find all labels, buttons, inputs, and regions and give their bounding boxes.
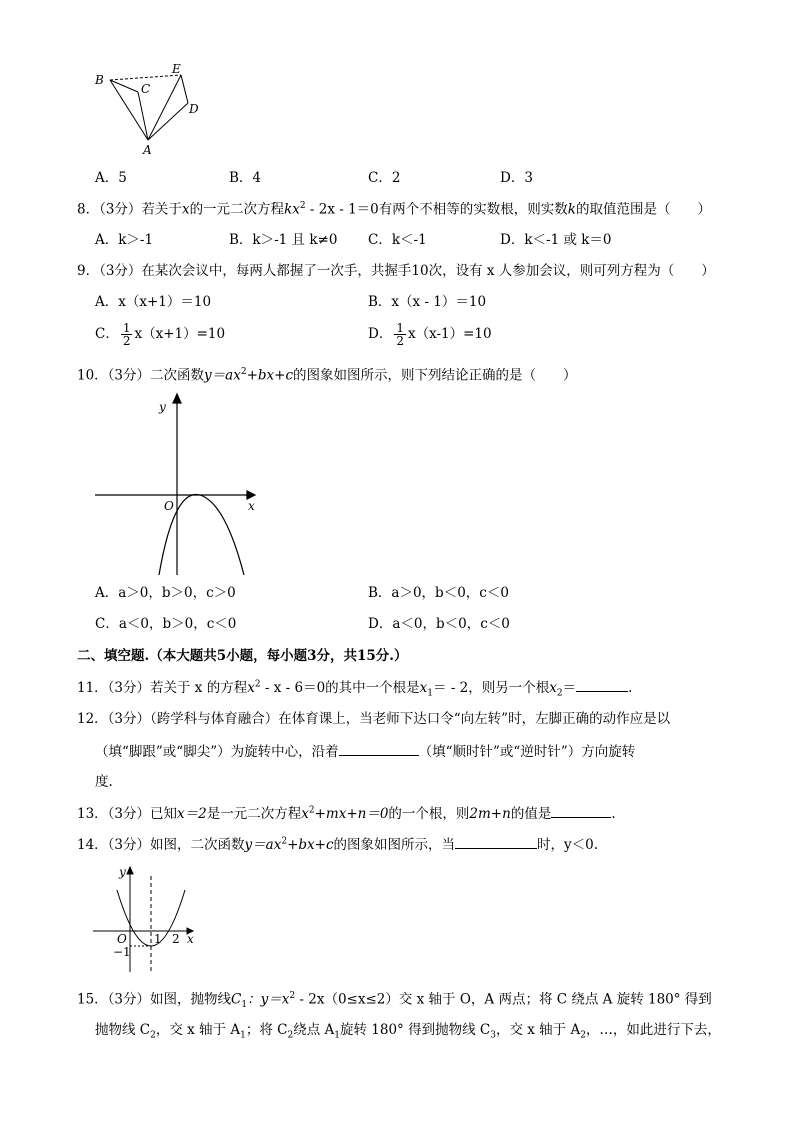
q8-pre: 8．（3分）若关于 — [77, 201, 182, 218]
q9-c-fraction — [121, 322, 133, 347]
q12-line-1: 12．（3分）（跨学科与体育融合）在体育课上，当老师下达口令“向左转”时，左脚正确的动作应是以 — [77, 711, 671, 727]
q14-func-rest: +bx+c — [287, 837, 334, 853]
q9-c-label: C． — [95, 326, 119, 342]
q14-tick-1: 1 — [154, 932, 162, 946]
quadrilateral-figure — [90, 60, 205, 160]
q10-stem — [77, 367, 577, 384]
q8-end: 的取值范围是（ ） — [575, 201, 711, 218]
label-E: E — [172, 62, 181, 76]
q9-d-den: 2 — [396, 334, 404, 348]
q13-expr: 2m+n — [469, 806, 511, 822]
q11-mid: 的其中一个根是 — [325, 680, 420, 696]
q8-var-k: k — [567, 201, 576, 218]
q12-line2-a: （填“脚跟”或“脚尖”）为旋转中心，沿着 — [95, 744, 339, 760]
q15-l1-eq: ：y＝x — [247, 991, 290, 1008]
q13-pre: 13．（3分）已知 — [77, 806, 178, 822]
q8-eq-sup: 2 — [299, 201, 306, 211]
q8-stem — [77, 201, 711, 218]
q13-answer-blank[interactable] — [551, 805, 611, 818]
q15-c1: C — [231, 991, 242, 1008]
q15-l1-sup: 2 — [289, 991, 296, 1001]
q11-x2-rest: ＝ — [562, 680, 577, 696]
q9-c-rest: x（x+1）=10 — [134, 326, 226, 342]
q13-mid: 是一元二次方程 — [206, 806, 302, 822]
q15-l2-b: ，交 x 轴于 A — [155, 1022, 241, 1038]
q14-axis-y-label: y — [119, 865, 126, 879]
q14-parabola-graph — [93, 862, 203, 974]
q10-option-d[interactable]: D．a＜0，b＜0，c＜0 — [368, 616, 510, 632]
q9-d-fraction — [394, 322, 406, 347]
q7-option-d[interactable]: D．3 — [500, 170, 533, 186]
q11-eq-rest: - x - 6＝0 — [260, 680, 326, 696]
q10-axis-x-label: x — [248, 499, 255, 513]
q8-option-c[interactable]: C．k＜-1 — [368, 232, 427, 248]
q8-option-a[interactable]: A．k＞-1 — [95, 232, 154, 248]
q9-d-label: D． — [368, 326, 393, 342]
q9-option-b[interactable]: B．x（x - 1）＝10 — [368, 294, 487, 310]
q13-eq: x — [301, 806, 309, 822]
q11-answer-blank[interactable] — [576, 679, 628, 692]
q10-option-b[interactable]: B．a＞0，b＜0，c＜0 — [368, 585, 509, 601]
q11-x2-sub: 2 — [556, 688, 563, 699]
q10-origin-label: O — [164, 499, 174, 513]
q9-option-c[interactable] — [95, 322, 225, 347]
q15-line-1 — [77, 991, 712, 1011]
q13-eq-sup: 2 — [308, 805, 315, 816]
q15-l2-d-sub: 1 — [334, 1030, 340, 1041]
q15-l2-c: ；将 C — [245, 1022, 288, 1038]
q7-option-a[interactable]: A．5 — [95, 170, 127, 186]
q15-line-2 — [95, 1022, 721, 1041]
q9-d-rest: x（x-1）=10 — [407, 326, 492, 342]
q15-l2-b-sub: 1 — [240, 1030, 246, 1041]
q10-func: y＝ax — [204, 367, 241, 384]
q12-line-3: 度. — [95, 774, 113, 790]
q14-answer-blank[interactable] — [455, 836, 537, 849]
q9-stem: 9．（3分）在某次会议中，每两人都握了一次手，共握手10次，设有 x 人参加会议，则可列方程为（ ） — [77, 263, 715, 279]
q8-option-b[interactable]: B．k＞-1 且 k≠0 — [229, 232, 338, 248]
q9-c-den: 2 — [122, 334, 131, 348]
q8-post: 有两个不相等的实数根，则实数 — [378, 201, 568, 218]
q15-l2-e: 旋转 180° 得到抛物线 C — [339, 1022, 491, 1038]
q15-c1-sub: 1 — [241, 1000, 248, 1011]
q14-pre: 14．（3分）如图，二次函数 — [77, 837, 245, 853]
q14-end: 时，y＜0. — [537, 837, 599, 853]
label-D: D — [189, 102, 199, 116]
q10-axis-y-label: y — [159, 400, 166, 414]
q10-func-sup: 2 — [240, 367, 247, 377]
q10-option-a[interactable]: A．a＞0，b＞0，c＞0 — [95, 585, 236, 601]
q9-c-num: 1 — [122, 321, 131, 335]
q13-post: 的一个根，则 — [388, 806, 470, 822]
q15-l2-e-sub: 3 — [490, 1030, 496, 1041]
q12-line2-b: （填“顺时针”或“逆时针”）方向旋转 — [418, 744, 636, 760]
q11-x1-rest: ＝ - 2，则另一个根 — [433, 680, 550, 696]
q11-eq-sup: 2 — [254, 679, 261, 690]
q14-tick-neg1: −1 — [113, 945, 131, 959]
q8-eq: kx — [284, 201, 300, 218]
q14-axis-x-label: x — [187, 932, 194, 946]
q8-eq-rest: - 2x - 1＝0 — [305, 201, 379, 218]
q8-var-x: x — [181, 201, 190, 218]
q14-stem — [77, 836, 598, 853]
q14-tick-2: 2 — [172, 932, 180, 946]
q15-l1-pre: 15．（3分）如图，抛物线 — [77, 991, 232, 1008]
q8-mid: 的一元二次方程 — [189, 201, 285, 218]
label-C: C — [141, 82, 151, 96]
q15-l2-a-sub: 2 — [150, 1030, 156, 1041]
q7-option-b[interactable]: B．4 — [229, 170, 262, 186]
q10-option-c[interactable]: C．a＜0，b＞0，c＜0 — [95, 616, 237, 632]
q15-l2-c-sub: 2 — [287, 1030, 294, 1041]
q15-l2-g: ，…，如此进行下去， — [585, 1022, 721, 1038]
q7-option-c[interactable]: C．2 — [368, 170, 401, 186]
q15-l1-rest: - 2x（0≤x≤2）交 x 轴于 O，A 两点；将 C 绕点 A 旋转 180° 得到 — [295, 991, 712, 1008]
q14-func: y＝ax — [244, 837, 282, 853]
q11-x2: x — [549, 680, 557, 696]
q15-l2-d: 绕点 A — [293, 1022, 335, 1038]
q14-origin-label: O — [117, 932, 127, 946]
q13-x2: x＝2 — [177, 806, 207, 822]
q14-post: 的图象如图所示，当 — [333, 837, 456, 853]
q13-end2: . — [611, 806, 616, 822]
q11-pre: 11．（3分）若关于 x 的方程 — [77, 680, 248, 696]
q9-option-a[interactable]: A．x（x+1）＝10 — [95, 294, 212, 310]
q13-eq-rest: +mx+n＝0 — [314, 806, 389, 822]
q11-x1-sub: 1 — [427, 688, 434, 699]
q12-answer-blank-1[interactable] — [339, 743, 419, 756]
label-A: A — [143, 143, 152, 157]
q13-stem — [77, 805, 616, 822]
q9-d-num: 1 — [396, 321, 404, 335]
q13-end1: 的值是 — [510, 806, 552, 822]
label-B: B — [95, 73, 104, 87]
q8-option-d[interactable]: D．k＜-1 或 k＝0 — [500, 232, 612, 248]
section-heading: 二、填空题.（本大题共5小题，每小题3分，共15分.） — [77, 648, 408, 664]
q10-pre: 10．（3分）二次函数 — [77, 367, 205, 384]
q15-l2-a: 抛物线 C — [95, 1022, 151, 1038]
q10-post: 的图象如图所示，则下列结论正确的是（ ） — [293, 367, 577, 384]
q9-option-d[interactable] — [368, 322, 492, 347]
q10-parabola-graph — [95, 390, 265, 575]
q10-func-rest: +bx+c — [246, 367, 294, 384]
q14-func-sup: 2 — [281, 836, 288, 847]
q15-l2-f: ，交 x 轴于 A — [495, 1022, 581, 1038]
q15-l2-f-sub: 2 — [580, 1030, 586, 1041]
q11-end: . — [628, 680, 633, 696]
q12-line-2 — [95, 743, 635, 760]
q11-stem — [77, 679, 632, 699]
q11-eq: x — [247, 680, 255, 696]
q11-x1: x — [419, 680, 428, 696]
